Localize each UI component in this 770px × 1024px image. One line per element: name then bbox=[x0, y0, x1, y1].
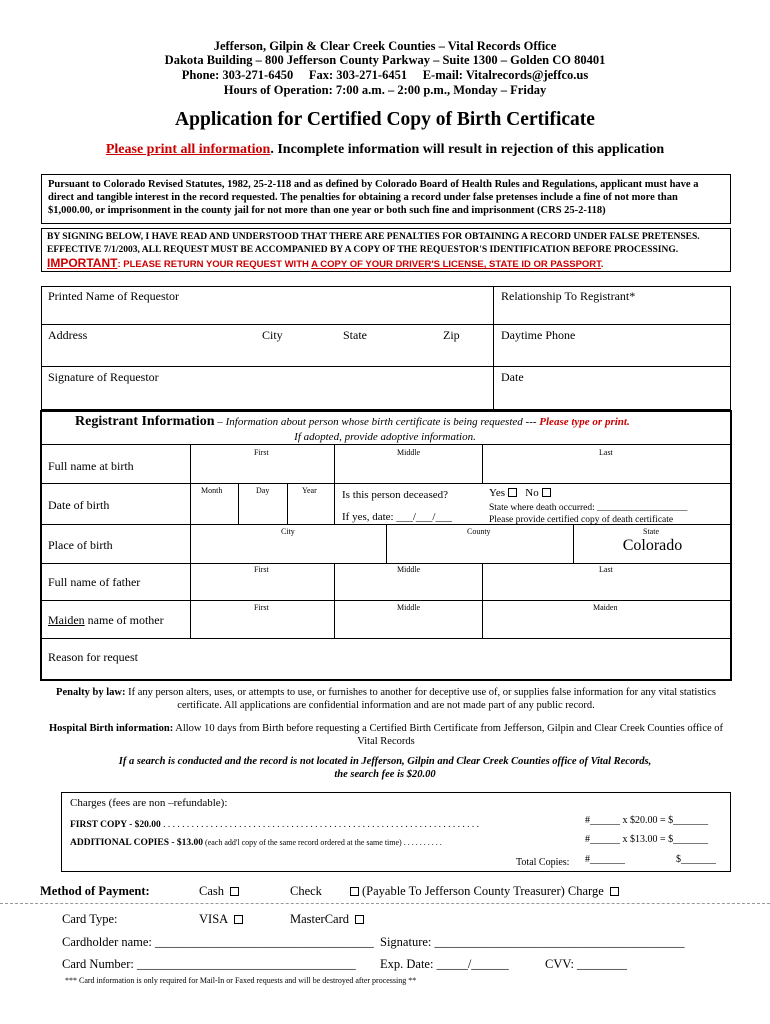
signature-field[interactable] bbox=[42, 385, 492, 409]
full-name-label: Full name at birth bbox=[48, 459, 134, 473]
check-option[interactable] bbox=[350, 884, 619, 899]
registrant-title: Registrant Information bbox=[75, 414, 215, 429]
mastercard-checkbox[interactable] bbox=[355, 915, 364, 924]
print-info-notice: Please print all information bbox=[105, 142, 271, 157]
visa-label: VISA bbox=[199, 912, 229, 926]
card-number-field[interactable]: Card Number: ___________________________________ bbox=[62, 957, 356, 971]
penalty-notice bbox=[40, 686, 732, 712]
method-of-payment-label: Method of Payment: bbox=[40, 884, 150, 898]
death-date[interactable]: If yes, date: ___/___/___ bbox=[342, 511, 452, 523]
daytime-phone-field[interactable] bbox=[494, 342, 730, 365]
first-copy-label: FIRST COPY - $20.00 bbox=[70, 820, 161, 830]
first-copy-dots: . . . . . . . . . . . . . . . . . . . . . . . . . . . . . . . . . . . . . . . . . . . . . . . . . . . . . . . . . . . . . . . . . . . bbox=[163, 820, 480, 830]
visa-checkbox[interactable] bbox=[234, 915, 243, 924]
printed-name-field[interactable] bbox=[42, 302, 492, 323]
registrant-heading bbox=[75, 414, 630, 430]
address-label: Address bbox=[48, 328, 88, 342]
page-title: Application for Certified Copy of Birth Certificate bbox=[175, 109, 595, 130]
date-label: Date bbox=[501, 370, 524, 384]
city-label: City bbox=[262, 328, 283, 342]
month-col: Month bbox=[201, 486, 223, 495]
place-of-birth-field[interactable] bbox=[191, 537, 573, 562]
office-address: Dakota Building – 800 Jefferson County Parkway – Suite 1300 – Golden CO 80401 bbox=[164, 53, 606, 67]
office-contact: Phone: 303-271-6450 Fax: 303-271-6451 E-mail: Vitalrecords@jeffco.us bbox=[181, 68, 589, 82]
total-amount-field[interactable]: $_______ bbox=[676, 854, 716, 865]
first-copy-row bbox=[70, 820, 479, 830]
state-of-death[interactable]: State where death occurred: ___________________ bbox=[489, 503, 688, 513]
payable-note: (Payable To Jefferson County Treasurer) bbox=[362, 884, 565, 898]
penalty-label: Penalty by law: bbox=[56, 687, 126, 698]
place-of-birth-label: Place of birth bbox=[48, 538, 113, 552]
registrant-info: – Information about person whose birth certificate is being requested --- bbox=[214, 416, 540, 428]
id-requirement: A COPY OF YOUR DRIVER'S LICENSE, STATE ID OR PASSPORT bbox=[311, 259, 601, 270]
father-middle-col: Middle bbox=[397, 565, 421, 574]
hospital-label: Hospital Birth information: bbox=[48, 723, 174, 734]
mastercard-label: MasterCard bbox=[290, 912, 350, 926]
mother-rest: name of mother bbox=[84, 613, 164, 627]
check-checkbox[interactable] bbox=[350, 887, 359, 896]
visa-option[interactable] bbox=[199, 912, 243, 927]
signing-notice-box bbox=[41, 228, 731, 272]
printed-name-label: Printed Name of Requestor bbox=[48, 289, 179, 303]
additional-row bbox=[70, 838, 442, 848]
state-col: State bbox=[643, 527, 659, 536]
relationship-label: Relationship To Registrant* bbox=[501, 289, 636, 303]
total-copies-field[interactable]: #_______ bbox=[585, 854, 625, 865]
check-label: Check bbox=[290, 884, 322, 898]
date-field[interactable] bbox=[494, 385, 730, 409]
additional-note: (each add'l copy of the same record ordered at the same time) . . . . . . . . . . bbox=[203, 838, 442, 847]
dob-field[interactable] bbox=[191, 496, 334, 523]
charge-checkbox[interactable] bbox=[610, 887, 619, 896]
maiden-word: Maiden bbox=[48, 613, 85, 627]
signature-label: Signature of Requestor bbox=[48, 370, 159, 384]
first-copy-calc[interactable]: #______ x $20.00 = $_______ bbox=[585, 815, 709, 826]
cvv-field[interactable]: CVV: ________ bbox=[545, 957, 628, 971]
penalty-text: If any person alters, uses, or attempts to use, or furnishes to another for deceptive use of, or supplies false information for any vital statistics certificate. All applications are confidential information and are not made part of any public record. bbox=[125, 687, 716, 711]
father-label: Full name of father bbox=[48, 575, 141, 589]
state-label: State bbox=[343, 328, 367, 342]
no-checkbox[interactable] bbox=[542, 488, 551, 497]
statute-box: Pursuant to Colorado Revised Statutes, 1982, 25-2-118 and as defined by Colorado Board of Health Rules and Regulations, applicant must have a direct and tangible interest in the record requested. The penalties for obtaining a record under false pretenses include a fine of not more than $1,000.00, or imprisonment in the county jail for not more than one year or both such fine and imprisonment (CRS 25-2-118) bbox=[41, 174, 731, 224]
full-name-field[interactable] bbox=[191, 458, 731, 482]
county-col: County bbox=[467, 527, 491, 536]
yes-checkbox[interactable] bbox=[508, 488, 517, 497]
additional-calc[interactable]: #______ x $13.00 = $_______ bbox=[585, 834, 709, 845]
search-fee-notice bbox=[0, 755, 770, 781]
total-copies-label: Total Copies: bbox=[516, 857, 570, 868]
address-field[interactable] bbox=[42, 342, 492, 365]
office-name: Jefferson, Gilpin & Clear Creek Counties – Vital Records Office bbox=[213, 39, 557, 53]
signing-text: BY SIGNING BELOW, I HAVE READ AND UNDERSTOOD THAT THERE ARE PENALTIES FOR OBTAINING A RECORD UNDER FALSE PRETENSES. EFFECTIVE 7/1/2003, ALL REQUEST MUST BE ACCOMPANIED BY A COPY OF THE REQUESTOR'S IDENTIFICATION BEFORE PROCESSING. bbox=[47, 232, 700, 255]
charges-heading: Charges (fees are non –refundable): bbox=[70, 797, 228, 809]
zip-label: Zip bbox=[443, 328, 460, 342]
charge-label: Charge bbox=[567, 884, 604, 898]
mother-name-field[interactable] bbox=[191, 613, 731, 637]
reason-label: Reason for request bbox=[48, 650, 138, 664]
deceased-question: Is this person deceased? bbox=[342, 489, 448, 501]
city-col: City bbox=[281, 527, 295, 536]
card-info-footnote: *** Card information is only required for Mail-In or Faxed requests and will be destroyed after processing ** bbox=[65, 976, 417, 985]
cash-option[interactable] bbox=[199, 884, 239, 899]
adopted-note: If adopted, provide adoptive information. bbox=[294, 431, 476, 443]
search-note-1: If a search is conducted and the record is not located in Jefferson, Gilpin and Clear Creek Counties office of Vital Records, bbox=[118, 756, 652, 767]
office-hours: Hours of Operation: 7:00 a.m. – 2:00 p.m., Monday – Friday bbox=[223, 83, 547, 97]
additional-label: ADDITIONAL COPIES - $13.00 bbox=[70, 838, 204, 848]
dob-label: Date of birth bbox=[48, 498, 110, 512]
mastercard-option[interactable] bbox=[290, 912, 364, 927]
yes-label: Yes bbox=[489, 487, 506, 499]
mother-first-col: First bbox=[254, 603, 269, 612]
exp-date-field[interactable]: Exp. Date: _____/______ bbox=[380, 957, 509, 971]
father-first-col: First bbox=[254, 565, 269, 574]
father-last-col: Last bbox=[599, 565, 613, 574]
mother-label bbox=[48, 613, 164, 628]
father-name-field[interactable] bbox=[191, 575, 731, 599]
year-col: Year bbox=[302, 486, 317, 495]
no-label: No bbox=[525, 487, 539, 499]
card-signature-field[interactable]: Signature: ________________________________________ bbox=[380, 935, 685, 949]
important-label: IMPORTANT bbox=[47, 256, 118, 270]
important-text: : PLEASE RETURN YOUR REQUEST WITH bbox=[117, 259, 312, 270]
middle-col: Middle bbox=[397, 448, 421, 457]
important-end: . bbox=[600, 259, 604, 270]
deceased-options bbox=[489, 487, 551, 499]
birth-state-value: Colorado bbox=[622, 537, 683, 554]
cardholder-name-field[interactable]: Cardholder name: ___________________________________ bbox=[62, 935, 374, 949]
rejection-notice: . Incomplete information will result in rejection of this application bbox=[270, 142, 665, 157]
reason-field[interactable] bbox=[160, 641, 730, 679]
last-col: Last bbox=[599, 448, 613, 457]
subtitle bbox=[0, 142, 770, 158]
relationship-field[interactable] bbox=[494, 302, 730, 323]
mother-middle-col: Middle bbox=[397, 603, 421, 612]
card-type-label: Card Type: bbox=[62, 912, 118, 926]
death-cert-note: Please provide certified copy of death certificate bbox=[489, 515, 674, 525]
first-col: First bbox=[254, 448, 269, 457]
cash-checkbox[interactable] bbox=[230, 887, 239, 896]
hospital-text: Allow 10 days from Birth before requesting a Certified Birth Certificate from Jefferson, Gilpin and Clear Creek Counties office of Vital Records bbox=[173, 723, 724, 747]
mother-maiden-col: Maiden bbox=[593, 603, 618, 612]
day-col: Day bbox=[256, 486, 270, 495]
daytime-phone-label: Daytime Phone bbox=[501, 328, 576, 342]
cash-label: Cash bbox=[199, 884, 224, 898]
type-or-print: Please type or print. bbox=[539, 416, 630, 428]
search-note-2: the search fee is $20.00 bbox=[334, 769, 436, 780]
hospital-notice bbox=[40, 722, 732, 748]
